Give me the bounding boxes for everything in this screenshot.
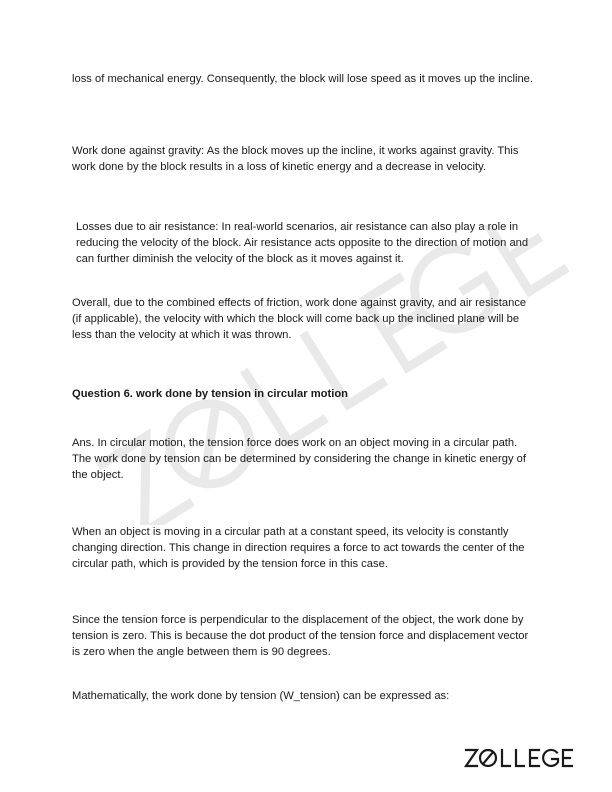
- paragraph-air-resistance: Losses due to air resistance: In real-world scenarios, air resistance can also play a role in reducing the velocity of the block. Air resistance acts opposite to the direction of motion and can further diminish the velocity of the block as it moves against it.: [76, 221, 529, 265]
- paragraph-mathematical-expression: Mathematically, the work done by tension (W_tension) can be expressed as:: [72, 690, 450, 702]
- paragraph-constant-speed: When an object is moving in a circular path at a constant speed, its velocity is constantly changing direction. This change in direction requires a force to act towards the center of the circular path, which is provided by the tension force in this case.: [72, 526, 525, 570]
- paragraph-mechanical-energy-loss: loss of mechanical energy. Consequently, the block will lose speed as it moves up the incline.: [72, 73, 534, 85]
- paragraph-work-against-gravity: Work done against gravity: As the block moves up the incline, it works against gravity. This work done by the block results in a loss of kinetic energy and a decrease in velocity.: [72, 145, 519, 173]
- paragraph-perpendicular-force: Since the tension force is perpendicular to the displacement of the object, the work done by tension is zero. This is because the dot product of the tension force and displacement vector is zero when the angle between them is 90 degrees.: [72, 614, 529, 658]
- paragraph-overall-summary: Overall, due to the combined effects of friction, work done against gravity, and air resistance (if applicable), the velocity with which the block will come back up the inclined plane will be less than the velocity at which it was thrown.: [72, 297, 527, 341]
- footer-logo: [464, 745, 574, 771]
- question-heading: Question 6. work done by tension in circular motion: [72, 388, 348, 400]
- paragraph-answer-intro: Ans. In circular motion, the tension force does work on an object moving in a circular path. The work done by tension can be determined by considering the change in kinetic energy of the object.: [72, 437, 526, 481]
